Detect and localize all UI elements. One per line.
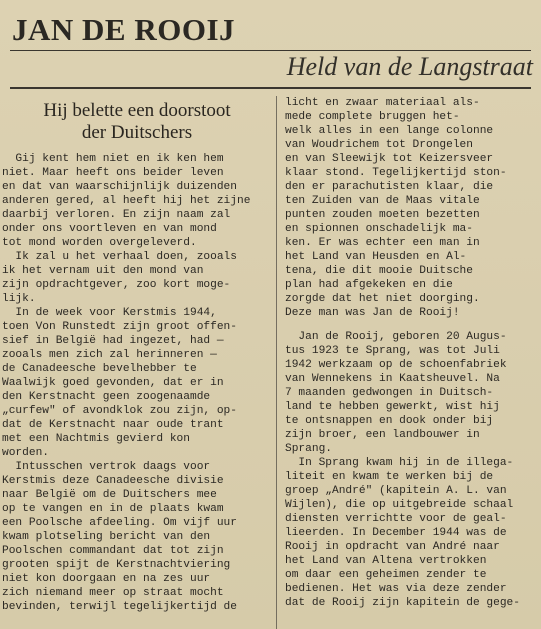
text-line: groep „André" (kapitein A. L. van: [285, 485, 507, 497]
text-line: Intusschen vertrok daags voor: [2, 461, 211, 473]
paragraph-gap: [285, 320, 535, 330]
text-line: zijn opdrachtgever, zoo kort moge-: [2, 279, 231, 291]
text-line: Jan de Rooij, geboren 20 Augus-: [285, 331, 507, 343]
text-line: zijn broer, een landbouwer in: [285, 429, 480, 441]
text-line: de Canadeesche bevelhebber te: [2, 363, 197, 375]
text-line: het Land van Altena vertrokken: [285, 555, 487, 567]
text-line: zorgde dat het niet doorging.: [285, 293, 480, 305]
text-line: te ontsnappen en dook onder bij: [285, 415, 494, 427]
text-line: Rooij in opdracht van André naar: [285, 541, 500, 553]
text-line: land te hebben gewerkt, wist hij: [285, 401, 500, 413]
right-column-paragraph: [285, 330, 535, 610]
text-line: ten Zuiden van de Maas vitale: [285, 195, 480, 207]
text-line: zooals men zich zal herinneren —: [2, 349, 217, 361]
text-line: en van Sleewijk tot Keizersveer: [285, 153, 494, 165]
right-column-paragraph: [285, 96, 535, 320]
text-line: worden.: [2, 447, 49, 459]
text-line: daarbij verloren. En zijn naam zal: [2, 209, 231, 221]
header-rule: [10, 87, 531, 89]
text-line: en spionnen onschadelijk ma-: [285, 223, 473, 235]
article-title: JAN DE ROOIJ: [12, 12, 236, 47]
text-line: met een Nachtmis gevierd kon: [2, 433, 190, 445]
headline-line: der Duitschers: [81, 122, 193, 143]
text-line: In Sprang kwam hij in de illega-: [285, 457, 514, 469]
text-line: In de week voor Kerstmis 1944,: [2, 307, 217, 319]
column-divider: [276, 96, 277, 629]
text-line: Ik zal u het verhaal doen, zooals: [2, 251, 237, 263]
text-line: sief in België had ingezet, had —: [2, 335, 224, 347]
text-line: Poolschen commandant dat tot zijn: [2, 545, 224, 557]
text-line: dat de Rooij zijn kapitein de gege-: [285, 597, 520, 609]
text-line: Waalwijk goed gevonden, dat er in: [2, 377, 224, 389]
article-subtitle: Held van de Langstraat: [286, 52, 533, 81]
left-column: [2, 96, 272, 629]
text-line: onder ons voortleven en van mond: [2, 223, 217, 235]
text-line: niet kon doorgaan en na zes uur: [2, 573, 211, 585]
text-line: op te vangen en in de plaats kwam: [2, 503, 224, 515]
section-headline: [2, 100, 272, 144]
text-line: tot mond worden overgeleverd.: [2, 237, 197, 249]
text-line: punten zouden moeten bezetten: [285, 209, 480, 221]
text-line: en dat van waarschijnlijk duizenden: [2, 181, 237, 193]
left-column-body: [2, 152, 272, 614]
text-line: Gij kent hem niet en ik ken hem: [2, 153, 224, 165]
text-line: lijk.: [2, 293, 36, 305]
text-line: 1942 werkzaam op de schoenfabriek: [285, 359, 507, 371]
text-line: om daar een geheimen zender te: [285, 569, 487, 581]
text-line: zich niemand meer op straat mocht: [2, 587, 224, 599]
text-line: Deze man was Jan de Rooij!: [285, 307, 460, 319]
text-line: bevinden, terwijl tegelijkertijd de: [2, 601, 237, 613]
text-line: klaar stond. Tegelijkertijd ston-: [285, 167, 507, 179]
text-line: 7 maanden gedwongen in Duitsch-: [285, 387, 494, 399]
text-line: den er parachutisten klaar, die: [285, 181, 494, 193]
text-line: grooten spijt de Kerstnachtviering: [2, 559, 231, 571]
text-line: Sprang.: [285, 443, 332, 455]
text-line: toen Von Runstedt zijn groot offen-: [2, 321, 237, 333]
text-line: tus 1923 te Sprang, was tot Juli: [285, 345, 500, 357]
text-line: van Wennekens in Kaatsheuvel. Na: [285, 373, 500, 385]
text-line: bedienen. Het was via deze zender: [285, 583, 507, 595]
text-line: ik het vernam uit den mond van: [2, 265, 204, 277]
text-line: het Land van Heusden en Al-: [285, 251, 467, 263]
text-line: „curfew" of avondklok zou zijn, op-: [2, 405, 237, 417]
text-line: van Woudrichem tot Drongelen: [285, 139, 473, 151]
title-rule: [10, 50, 531, 51]
text-line: niet. Maar heeft ons beider leven: [2, 167, 224, 179]
text-line: anderen gered, al heeft hij het zijne: [2, 195, 251, 207]
text-line: licht en zwaar materiaal als-: [285, 97, 480, 109]
text-line: mede complete bruggen het-: [285, 111, 460, 123]
text-line: plan had afgekeken en die: [285, 279, 453, 291]
text-line: Kerstmis deze Canadeesche divisie: [2, 475, 224, 487]
text-line: den Kerstnacht geen zoogenaamde: [2, 391, 211, 403]
text-line: naar België om de Duitschers mee: [2, 489, 217, 501]
text-line: ken. Er was echter een man in: [285, 237, 480, 249]
text-line: liteit en kwam te werken bij de: [285, 471, 494, 483]
right-column: [285, 96, 535, 629]
text-line: Wijlen), die op uitgebreide schaal: [285, 499, 514, 511]
text-line: een Poolsche afdeeling. Om vijf uur: [2, 517, 237, 529]
headline-line: Hij belette een doorstoot: [43, 100, 231, 121]
text-line: tena, die dit mooie Duitsche: [285, 265, 473, 277]
text-line: diensten verrichtte voor de geal-: [285, 513, 507, 525]
text-line: welk alles in een lange colonne: [285, 125, 494, 137]
text-line: lieerden. In December 1944 was de: [285, 527, 507, 539]
text-line: kwam plotseling bericht van den: [2, 531, 211, 543]
text-line: dat de Kerstnacht naar oude trant: [2, 419, 224, 431]
